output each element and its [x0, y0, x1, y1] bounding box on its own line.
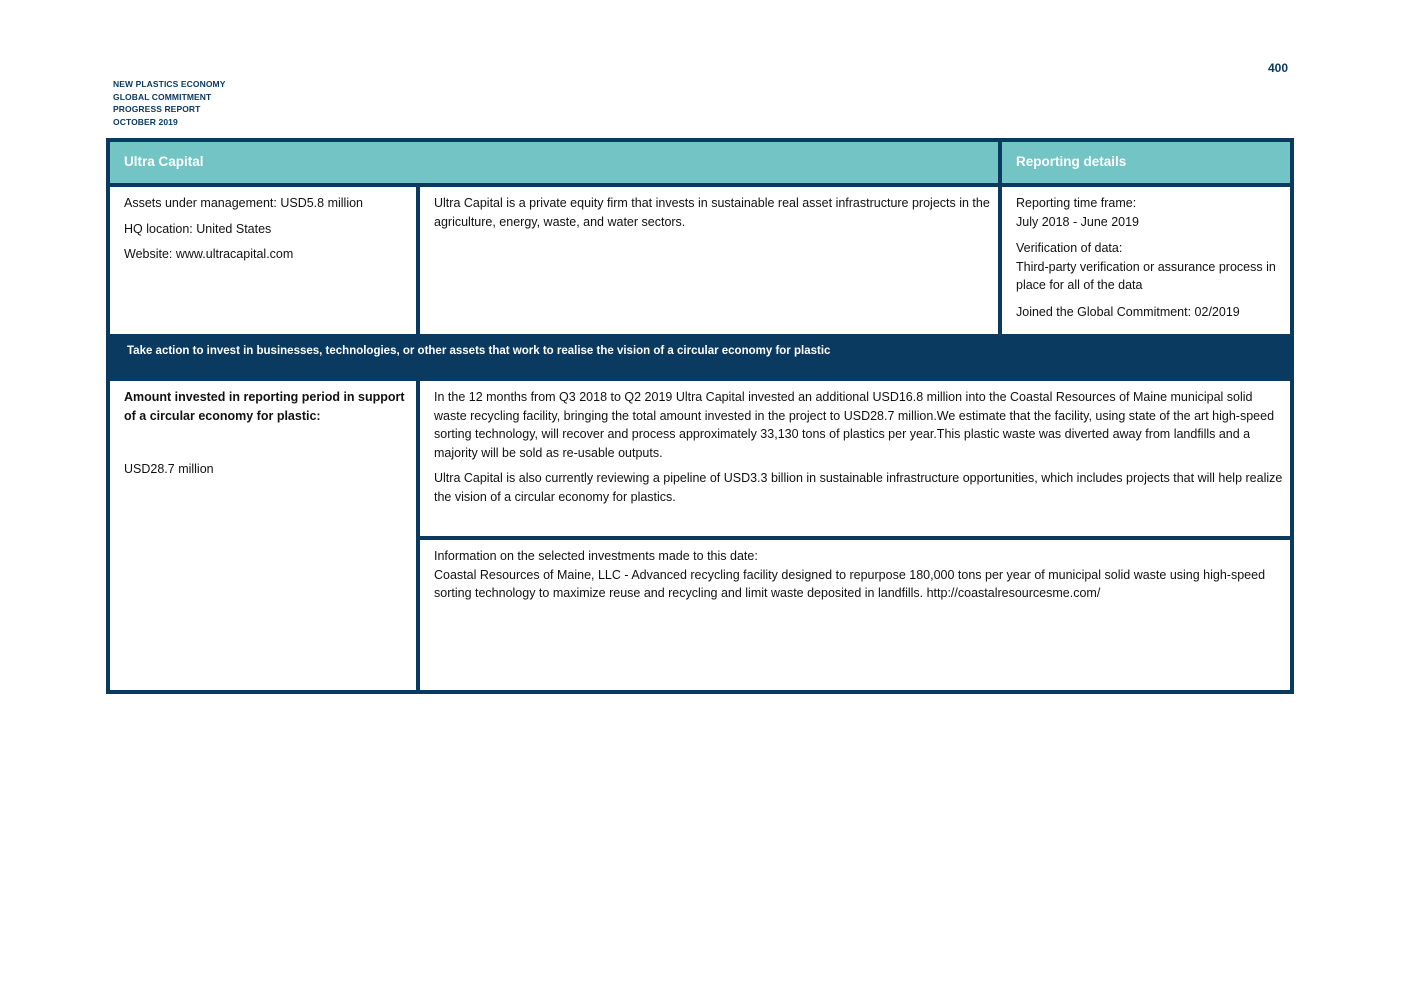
amount-invested-value: USD28.7 million — [124, 462, 214, 477]
report-header — [113, 78, 226, 129]
amount-invested-label: Amount invested in reporting period in support of a circular economy for plastic: — [124, 390, 405, 423]
investment-narrative-cell — [420, 381, 1290, 536]
reporting-details-header — [1002, 142, 1290, 183]
investment-paragraph-1: In the 12 months from Q3 2018 to Q2 2019 Ultra Capital invested an additional USD16.8 million into the Coastal Resources of Maine municipal solid waste recycling facility, bringing the total amount invested in the project to USD28.7 million.We estimate that the facility, using state of the art high-speed sorting technology, will recover and process approximately 33,130 tons of plastics per year.This plastic waste was diverted away from landfills and a majority will be sold as re-usable outputs. — [434, 390, 1275, 460]
reporting-time-frame-value: July 2018 - June 2019 — [1016, 214, 1140, 229]
selected-investments-label: Information on the selected investments made to this date: — [434, 549, 758, 563]
action-heading: Take action to invest in businesses, technologies, or other assets that work to realise the vision of a circular economy for plastic — [127, 345, 831, 357]
hq-location: HQ location: United States — [124, 221, 272, 236]
assets-under-management: Assets under management: USD5.8 million — [124, 196, 364, 210]
company-description: Ultra Capital is a private equity firm that invests in sustainable real asset infrastructure projects in the agriculture, energy, waste, and water sectors. — [434, 196, 990, 229]
company-profile-table — [106, 138, 1294, 694]
company-description-cell — [420, 187, 998, 334]
company-name: Ultra Capital — [124, 154, 204, 169]
report-header-line: PROGRESS REPORT — [113, 104, 201, 115]
report-header-line: OCTOBER 2019 — [113, 117, 178, 128]
verification-value: Third-party verification or assurance process in place for all of the data — [1016, 259, 1276, 293]
selected-investments-cell — [420, 540, 1290, 690]
verification-label: Verification of data: — [1016, 241, 1123, 256]
company-name-header — [110, 142, 998, 183]
reporting-details-cell — [1002, 187, 1290, 334]
action-heading-bar — [110, 336, 1290, 379]
company-facts-cell — [110, 187, 416, 334]
reporting-details-heading: Reporting details — [1016, 154, 1127, 169]
joined-global-commitment: Joined the Global Commitment: 02/2019 — [1016, 304, 1240, 319]
reporting-time-frame-label: Reporting time frame: — [1016, 196, 1137, 210]
page-number: 400 — [1267, 61, 1288, 75]
investment-paragraph-2: Ultra Capital is also currently reviewing a pipeline of USD3.3 billion in sustainable infrastructure opportunities, which includes projects that will help realize the vision of a circular economy for plastics. — [434, 471, 1283, 504]
selected-investments-details: Coastal Resources of Maine, LLC - Advanced recycling facility designed to repurpose 180,000 tons per year of municipal solid waste using high-speed sorting technology to maximize reuse and recycling and limit waste deposited in landfills. http://coastalresourcesme.com/ — [434, 567, 1266, 601]
amount-invested-cell — [110, 381, 416, 690]
report-header-line: GLOBAL COMMITMENT — [113, 91, 212, 102]
report-header-line: NEW PLASTICS ECONOMY — [113, 79, 226, 89]
company-website: Website: www.ultracapital.com — [124, 247, 294, 262]
